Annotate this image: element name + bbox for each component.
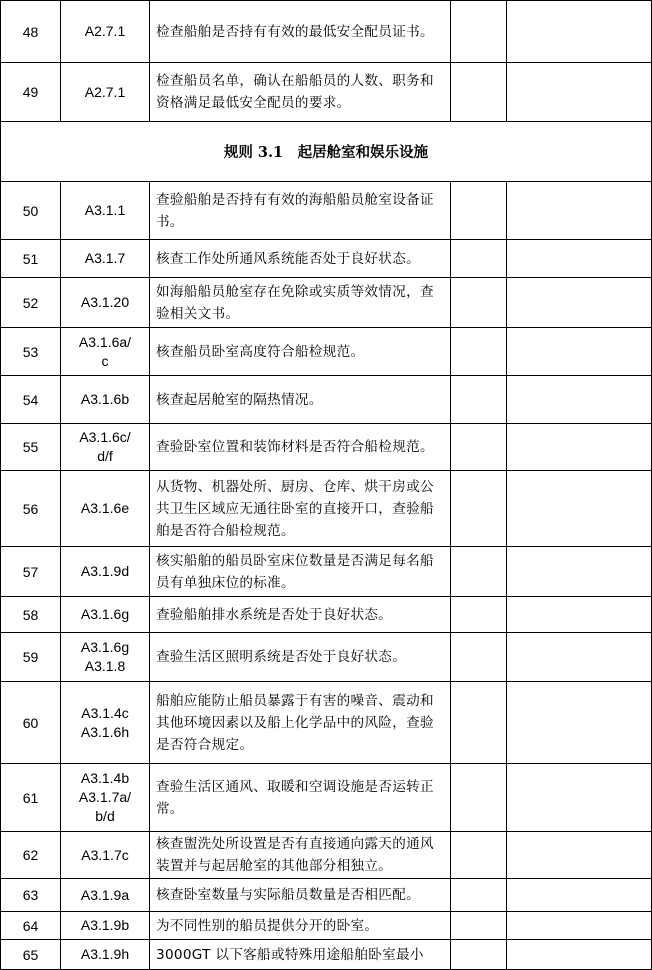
result-cell[interactable] xyxy=(451,1,507,63)
regulation-code xyxy=(61,471,150,547)
regulation-code xyxy=(61,278,150,328)
regulation-code xyxy=(61,376,150,424)
inspection-item-text: 查验卧室位置和装饰材料是否符合船检规范。 xyxy=(150,424,451,471)
table-row xyxy=(1,912,652,940)
table-row xyxy=(1,63,652,122)
item-number: 57 xyxy=(1,547,61,597)
remarks-cell[interactable] xyxy=(507,278,652,328)
table-row xyxy=(1,376,652,424)
remarks-cell[interactable] xyxy=(507,424,652,471)
item-number: 55 xyxy=(1,424,61,471)
remarks-cell[interactable] xyxy=(507,471,652,547)
section-header-row xyxy=(1,122,652,182)
result-cell[interactable] xyxy=(451,278,507,328)
regulation-code xyxy=(61,547,150,597)
result-cell[interactable] xyxy=(451,424,507,471)
regulation-code-line: A3.1.7c xyxy=(81,846,129,863)
item-number: 64 xyxy=(1,912,61,940)
result-cell[interactable] xyxy=(451,682,507,764)
remarks-cell[interactable] xyxy=(507,764,652,832)
regulation-code-line: A3.1.6c/ xyxy=(79,429,131,445)
regulation-code xyxy=(61,912,150,940)
regulation-code-line: A3.1.8 xyxy=(84,658,126,674)
regulation-code xyxy=(61,1,150,63)
inspection-item-text: 如海船船员舱室存在免除或实质等效情况，查验相关文书。 xyxy=(150,278,451,328)
inspection-item-text: 查验生活区通风、取暖和空调设施是否运转正常。 xyxy=(150,764,451,832)
remarks-cell[interactable] xyxy=(507,328,652,376)
remarks-cell[interactable] xyxy=(507,547,652,597)
table-row xyxy=(1,832,652,879)
result-cell[interactable] xyxy=(451,547,507,597)
item-number: 62 xyxy=(1,832,61,879)
regulation-code xyxy=(61,424,150,471)
item-number: 61 xyxy=(1,764,61,832)
result-cell[interactable] xyxy=(451,376,507,424)
regulation-code xyxy=(61,940,150,970)
table-row xyxy=(1,633,652,682)
result-cell[interactable] xyxy=(451,471,507,547)
remarks-cell[interactable] xyxy=(507,182,652,240)
regulation-code-line: A3.1.4b xyxy=(80,770,130,786)
table-row xyxy=(1,182,652,240)
regulation-code xyxy=(61,832,150,879)
inspection-item-text: 核查起居舱室的隔热情况。 xyxy=(150,376,451,424)
table-row xyxy=(1,1,652,63)
regulation-code-line: A3.1.6g xyxy=(80,639,130,655)
remarks-cell[interactable] xyxy=(507,376,652,424)
item-number: 50 xyxy=(1,182,61,240)
regulation-code xyxy=(61,63,150,122)
regulation-code-line: A3.1.7a/ xyxy=(78,789,132,805)
item-number: 51 xyxy=(1,240,61,278)
regulation-code-line: A3.1.6h xyxy=(80,723,130,740)
table-row xyxy=(1,597,652,633)
inspection-item-text: 核查盥洗处所设置是否有直接通向露天的通风装置并与起居舱室的其他部分相独立。 xyxy=(150,832,451,879)
remarks-cell[interactable] xyxy=(507,63,652,122)
item-number: 63 xyxy=(1,879,61,912)
regulation-code-line: A3.1.4c xyxy=(81,704,129,721)
result-cell[interactable] xyxy=(451,879,507,912)
regulation-code-line: A3.1.6a/ xyxy=(78,333,132,350)
result-cell[interactable] xyxy=(451,764,507,832)
remarks-cell[interactable] xyxy=(507,240,652,278)
table-row xyxy=(1,240,652,278)
remarks-cell[interactable] xyxy=(507,940,652,970)
table-row xyxy=(1,682,652,764)
item-number: 53 xyxy=(1,328,61,376)
table-row xyxy=(1,940,652,970)
regulation-code xyxy=(61,879,150,912)
regulation-code xyxy=(61,240,150,278)
regulation-code-line: A3.1.9a xyxy=(80,886,130,903)
item-number: 65 xyxy=(1,940,61,970)
table-row xyxy=(1,278,652,328)
regulation-code-line: A3.1.9b xyxy=(80,917,130,933)
remarks-cell[interactable] xyxy=(507,1,652,63)
table-row xyxy=(1,879,652,912)
remarks-cell[interactable] xyxy=(507,832,652,879)
inspection-item-text: 核查船员卧室高度符合船检规范。 xyxy=(150,328,451,376)
inspection-item-text: 核查卧室数量与实际船员数量是否相匹配。 xyxy=(150,879,451,912)
inspection-item-text: 核实船舶的船员卧室床位数量是否满足每名船员有单独床位的标准。 xyxy=(150,547,451,597)
regulation-code-line: A3.1.1 xyxy=(84,202,126,218)
inspection-item-text: 查验船舶排水系统是否处于良好状态。 xyxy=(150,597,451,633)
item-number: 54 xyxy=(1,376,61,424)
inspection-item-text: 从货物、机器处所、厨房、仓库、烘干房或公共卫生区域应无通往卧室的直接开口，查验船舶是否符合船检规范。 xyxy=(150,471,451,547)
regulation-code-line: b/d xyxy=(95,808,115,824)
regulation-code-line: A2.7.1 xyxy=(84,83,126,100)
regulation-code-line: A3.1.6e xyxy=(80,500,130,516)
item-number: 60 xyxy=(1,682,61,764)
remarks-cell[interactable] xyxy=(507,879,652,912)
regulation-code-line: A3.1.9d xyxy=(80,563,130,579)
result-cell[interactable] xyxy=(451,63,507,122)
inspection-item-text: 为不同性别的船员提供分开的卧室。 xyxy=(150,912,451,940)
table-row xyxy=(1,471,652,547)
regulation-code-line: A3.1.9h xyxy=(80,946,130,962)
remarks-cell[interactable] xyxy=(507,682,652,764)
item-number: 58 xyxy=(1,597,61,633)
table-row xyxy=(1,764,652,832)
regulation-code-line: c xyxy=(101,352,109,369)
inspection-item-text: 3000GT 以下客船或特殊用途船舶卧室最小 xyxy=(150,940,451,970)
regulation-code-line: A3.1.6b xyxy=(80,391,130,407)
remarks-cell[interactable] xyxy=(507,912,652,940)
result-cell[interactable] xyxy=(451,832,507,879)
regulation-code xyxy=(61,764,150,832)
item-number: 52 xyxy=(1,278,61,328)
regulation-code-line: A2.7.1 xyxy=(84,23,126,39)
result-cell[interactable] xyxy=(451,240,507,278)
inspection-item-text: 船舶应能防止船员暴露于有害的噪音、震动和其他环境因素以及船上化学品中的风险，查验是否符合规定。 xyxy=(150,682,451,764)
inspection-item-text: 查验船舶是否持有有效的海船船员舱室设备证书。 xyxy=(150,182,451,240)
regulation-code-line: d/f xyxy=(97,448,113,464)
result-cell[interactable] xyxy=(451,633,507,682)
remarks-cell[interactable] xyxy=(507,597,652,633)
section-title: 规则 3.1 起居舱室和娱乐设施 xyxy=(1,122,652,182)
item-number: 56 xyxy=(1,471,61,547)
regulation-code xyxy=(61,597,150,633)
inspection-item-text: 核查工作处所通风系统能否处于良好状态。 xyxy=(150,240,451,278)
inspection-item-text: 检查船员名单，确认在船船员的人数、职务和资格满足最低安全配员的要求。 xyxy=(150,63,451,122)
inspection-item-text: 查验生活区照明系统是否处于良好状态。 xyxy=(150,633,451,682)
regulation-code-line: A3.1.7 xyxy=(84,250,126,266)
result-cell[interactable] xyxy=(451,182,507,240)
regulation-code xyxy=(61,328,150,376)
result-cell[interactable] xyxy=(451,597,507,633)
remarks-cell[interactable] xyxy=(507,633,652,682)
result-cell[interactable] xyxy=(451,912,507,940)
regulation-code xyxy=(61,633,150,682)
item-number: 59 xyxy=(1,633,61,682)
regulation-code xyxy=(61,682,150,764)
inspection-item-text: 检查船舶是否持有有效的最低安全配员证书。 xyxy=(150,1,451,63)
regulation-code xyxy=(61,182,150,240)
item-number: 49 xyxy=(1,63,61,122)
table-row xyxy=(1,328,652,376)
regulation-code-line: A3.1.6g xyxy=(80,606,130,622)
item-number: 48 xyxy=(1,1,61,63)
table-row xyxy=(1,547,652,597)
result-cell[interactable] xyxy=(451,940,507,970)
result-cell[interactable] xyxy=(451,328,507,376)
regulation-code-line: A3.1.20 xyxy=(80,294,130,310)
table-row xyxy=(1,424,652,471)
